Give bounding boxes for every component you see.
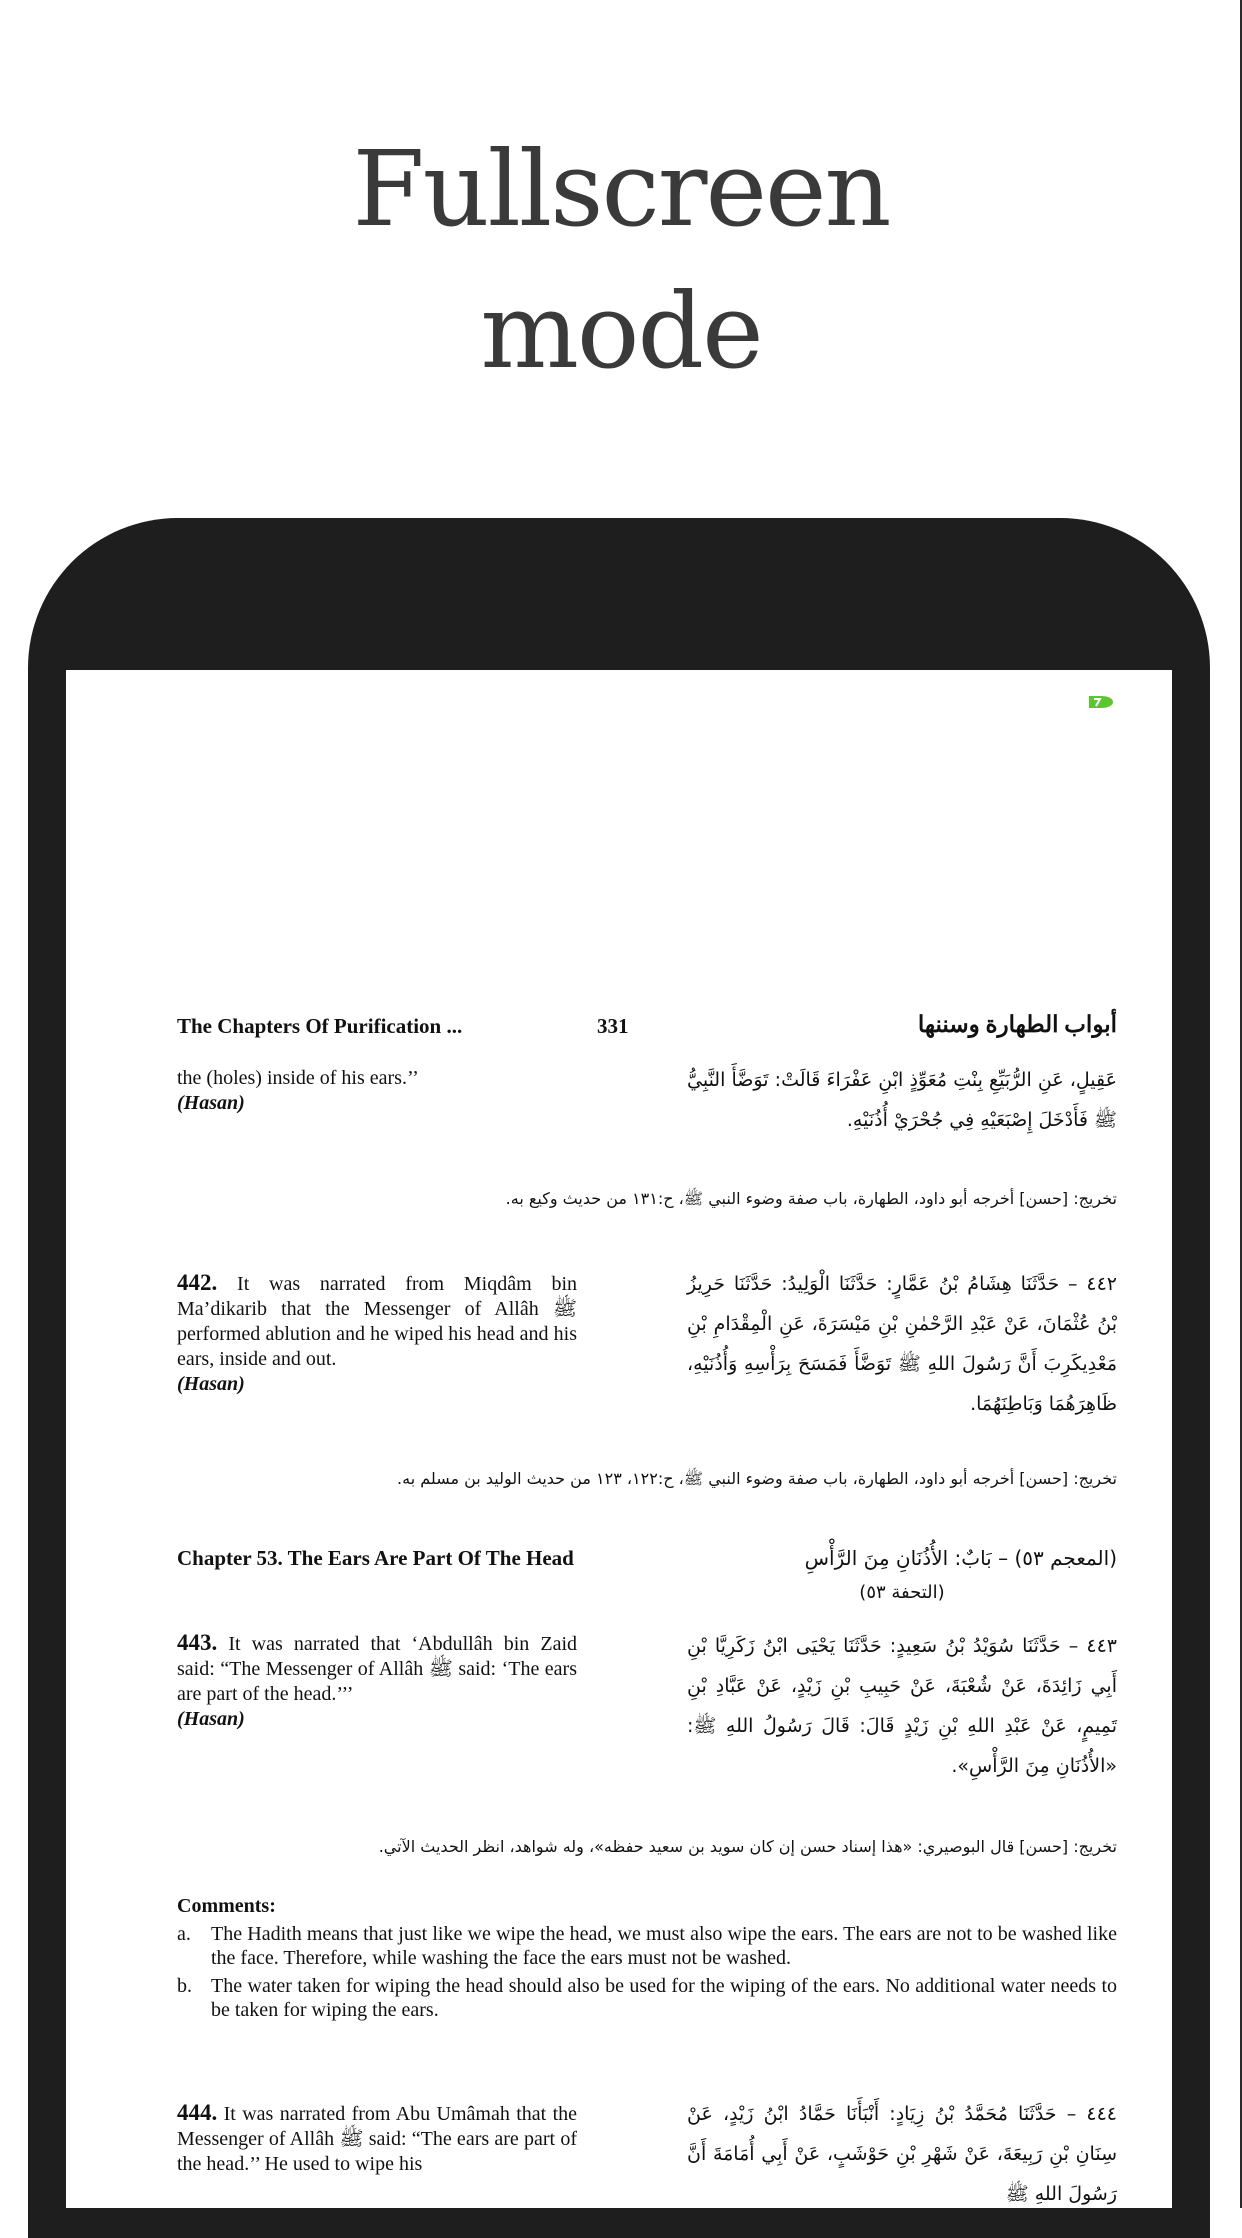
chapter-53-arabic	[687, 1538, 1117, 1608]
hadith-444-english	[177, 2100, 577, 2177]
comments-section	[177, 1894, 1117, 2026]
comment-item-b	[177, 1974, 1117, 2022]
chapter-53-arabic-line2: (التحفة ٥٣)	[859, 1582, 945, 1603]
app-logo-icon	[1085, 694, 1115, 710]
reader-screen[interactable]	[66, 670, 1172, 2208]
page-header	[177, 1008, 1117, 1044]
comments-heading: Comments:	[177, 1895, 276, 1917]
intro-takhrij: تخريج: [حسن] أخرجه أبو داود، الطهارة، باب صفة وضوء النبي ﷺ، ح:١٣١ من حديث وكيع به.	[505, 1189, 1117, 1208]
comment-b-text: The water taken for wiping the head should also be used for the wiping of the ears. No additional water needs to be taken for wiping the ears.	[211, 1975, 1117, 2021]
page-number: 331	[597, 1014, 629, 1038]
comment-a-text: The Hadith means that just like we wipe the head, we must also wipe the ears. The ears are not to be washed like the face. Therefore, while washing the face the ears must not be washed.	[211, 1923, 1117, 1969]
chapter-53-arabic-line1: (المعجم ٥٣) – بَابٌ: الأُذُنَانِ مِنَ الرَّأْسِ	[804, 1546, 1117, 1570]
comment-b-label: b.	[177, 1975, 192, 1997]
hadith-443-grade: (Hasan)	[177, 1708, 245, 1730]
hadith-444-text: It was narrated from Abu Umâmah that the Messenger of Allâh ﷺ said: “The ears are part of the head.’’ He used to wipe his	[177, 2103, 578, 2175]
hadith-442-english	[177, 1270, 577, 1397]
chapter-53-title: Chapter 53. The Ears Are Part Of The Head	[177, 1546, 574, 1570]
hadith-444-number: 444.	[177, 2100, 218, 2125]
hadith-442-number: 442.	[177, 1270, 218, 1295]
intro-english	[177, 1066, 577, 1116]
intro-english-text: the (holes) inside of his ears.’’	[177, 1067, 419, 1089]
chapter-running-title: The Chapters Of Purification ...	[177, 1014, 463, 1038]
comment-item-a	[177, 1922, 1117, 1970]
hadith-442-grade: (Hasan)	[177, 1373, 245, 1395]
comment-a-label: a.	[177, 1923, 191, 1945]
hadith-443-english	[177, 1630, 577, 1732]
promo-title-line2: mode	[480, 270, 762, 392]
hadith-442-text: It was narrated from Miqdâm bin Ma’dikarib that the Messenger of Allâh ﷺ performed ablution and he wiped his head and his ears, inside and out.	[177, 1273, 578, 1370]
intro-arabic: عَقِيلٍ، عَنِ الرُّبَيِّعِ بِنْتِ مُعَوِّذٍ ابْنِ عَفْرَاءَ قَالَتْ: تَوَضَّأَ النَّبِيُّ ﷺ فَأَدْخَلَ إِصْبَعَيْهِ فِي جُحْرَيْ أُذُنَيْهِ.	[687, 1069, 1117, 1131]
arabic-running-title: أبواب الطهارة وسننها	[917, 1012, 1117, 1037]
hadith-444-arabic: ٤٤٤ – حَدَّثَنَا مُحَمَّدُ بْنُ زِيَادٍ: أَنْبَأَنَا حَمَّادُ ابْنُ زَيْدٍ، عَنْ سِنَانِ بْنِ رَبِيعَةَ، عَنْ شَهْرِ بْنِ حَوْشَبٍ، عَنْ أَبِي أُمَامَةَ أَنَّ رَسُولَ اللهِ ﷺ	[687, 2103, 1117, 2205]
hadith-442-arabic: ٤٤٢ – حَدَّثَنَا هِشَامُ بْنُ عَمَّارٍ: حَدَّثَنَا الْوَلِيدُ: حَدَّثَنَا حَرِيزُ بْنُ عُثْمَانَ، عَنْ عَبْدِ الرَّحْمٰنِ بْنِ مَيْسَرَةَ، عَنِ الْمِقْدَامِ بْنِ مَعْدِيكَرِبَ أَنَّ رَسُولَ اللهِ ﷺ تَوَضَّأَ فَمَسَحَ بِرَأْسِهِ وَأُذُنَيْهِ، ظَاهِرَهُمَا وَبَاطِنَهُمَا.	[687, 1273, 1117, 1415]
hadith-443-takhrij: تخريج: [حسن] قال البوصيري: «هذا إسناد حسن إن كان سويد بن سعيد حفظه»، وله شواهد، انظر الحديث الآتي.	[378, 1837, 1117, 1856]
promo-title-line1: Fullscreen	[352, 128, 890, 250]
promo-title	[0, 118, 1242, 402]
hadith-443-arabic: ٤٤٣ – حَدَّثَنَا سُوَيْدُ بْنُ سَعِيدٍ: حَدَّثَنَا يَحْيَى ابْنُ زَكَرِيَّا بْنِ أَبِي زَائِدَةَ، عَنْ شُعْبَةَ، عَنْ حَبِيبِ بْنِ زَيْدٍ، عَنْ عَبَّادِ بْنِ تَمِيمٍ، عَنْ عَبْدِ اللهِ بْنِ زَيْدٍ قَالَ: قَالَ رَسُولُ اللهِ ﷺ: «الأُذُنَانِ مِنَ الرَّأْسِ».	[687, 1635, 1117, 1777]
hadith-442-takhrij: تخريج: [حسن] أخرجه أبو داود، الطهارة، باب صفة وضوء النبي ﷺ، ح:١٢٢، ١٢٣ من حديث الوليد بن مسلم به.	[397, 1469, 1117, 1488]
hadith-443-text: It was narrated that ‘Abdullâh bin Zaid said: “The Messenger of Allâh ﷺ said: ‘The ears are part of the head.’’’	[177, 1633, 577, 1705]
intro-grade: (Hasan)	[177, 1092, 245, 1114]
hadith-443-number: 443.	[177, 1630, 218, 1655]
